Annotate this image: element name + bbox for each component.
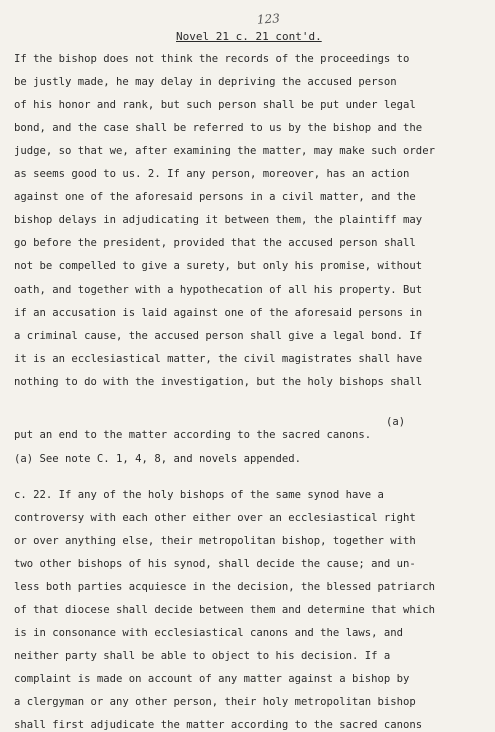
text-line: go before the president, provided that the accused person shall [14, 237, 416, 249]
text-line: a criminal cause, the accused person shall give a legal bond. If [14, 330, 423, 342]
footnote-line: (a) See note C. 1, 4, 8, and novels appended. [14, 453, 302, 465]
text-line: a clergyman or any other person, their holy metropolitan bishop [14, 696, 416, 708]
text-line: of that diocese shall decide between them and determine that which [14, 604, 435, 616]
text-line: be justly made, he may delay in depriving the accused person [14, 76, 397, 88]
text-line: controversy with each other either over an ecclesiastical right [14, 512, 416, 524]
text-line: or over anything else, their metropolitan bishop, together with [14, 535, 416, 547]
text-line: it is an ecclesiastical matter, the civil magistrates shall have [14, 353, 423, 365]
footnote-marker: (a) [386, 416, 406, 428]
text-line: against one of the aforesaid persons in a civil matter, and the [14, 191, 416, 203]
text-line: is in consonance with ecclesiastical canons and the laws, and [14, 627, 404, 639]
text-line: less both parties acquiesce in the decision, the blessed patriarch [14, 581, 435, 593]
text-line: neither party shall be able to object to his decision. If a [14, 650, 391, 662]
text-line: of his honor and rank, but such person shall be put under legal [14, 99, 416, 111]
text-line: bishop delays in adjudicating it between them, the plaintiff may [14, 214, 423, 226]
text-line: If the bishop does not think the records of the proceedings to [14, 53, 410, 65]
section-heading-line: c. 22. If any of the holy bishops of the same synod have a [14, 489, 384, 501]
text-line: complaint is made on account of any matter against a bishop by [14, 673, 410, 685]
text-line: bond, and the case shall be referred to us by the bishop and the [14, 122, 423, 134]
text-line: if an accusation is laid against one of the aforesaid persons in [14, 307, 423, 319]
text-line: put an end to the matter according to the sacred canons. [14, 429, 372, 441]
text-line: as seems good to us. 2. If any person, moreover, has an action [14, 168, 410, 180]
page-header: Novel 21 c. 21 cont'd. [176, 30, 322, 43]
text-line: oath, and together with a hypothecation of all his property. But [14, 284, 423, 296]
text-line: shall first adjudicate the matter according to the sacred canons [14, 719, 423, 731]
text-line: nothing to do with the investigation, but the holy bishops shall [14, 376, 423, 388]
text-line: not be compelled to give a surety, but only his promise, without [14, 260, 423, 272]
page-number: 123 [256, 11, 281, 27]
text-line: judge, so that we, after examining the matter, may make such order [14, 145, 435, 157]
text-line: two other bishops of his synod, shall decide the cause; and un- [14, 558, 416, 570]
